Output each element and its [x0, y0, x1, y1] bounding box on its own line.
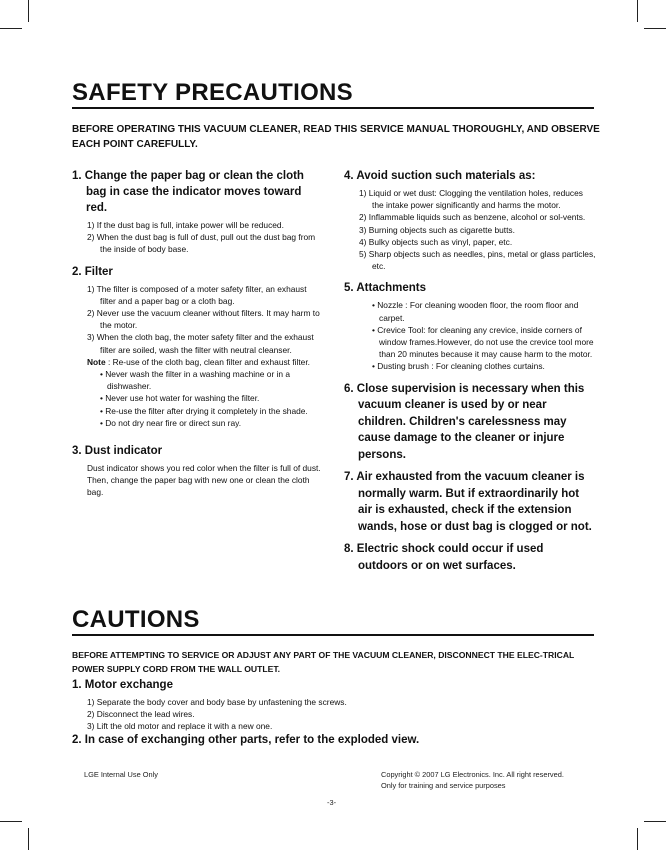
list-item: 1) Separate the body cover and body base by unfastening the screws. [87, 697, 347, 707]
list-item: • Dusting brush : For cleaning clothes curtains. [372, 361, 545, 372]
footer-training: Only for training and service purposes [381, 781, 506, 790]
list-item: 2) Disconnect the lead wires. [87, 709, 195, 720]
note-label: Note [87, 356, 106, 367]
section-motor-exchange [72, 677, 602, 733]
bullet-list [72, 368, 324, 429]
paragraph: Dust indicator shows you red color when the filter is full of dust. [87, 463, 321, 474]
section-dust-indicator [72, 443, 324, 499]
section-avoid-suction [344, 168, 596, 272]
crop-mark [644, 28, 666, 29]
safety-title: SAFETY PRECAUTIONS [72, 79, 353, 106]
page-number: -3- [327, 798, 337, 807]
section-title: 1. Change the paper bag or clean the cloth bag in case the indicator moves toward red. [72, 170, 304, 214]
item-list [72, 219, 324, 256]
left-column [72, 168, 324, 507]
list-item: 2) Inflammable liquids such as benzene, alcohol or sol-vents. [359, 212, 586, 223]
section-supervision: 6. Close supervision is necessary when this vacuum cleaner is used by or near children. Children's carelessness may cause damage to the cleaner or injure persons. [344, 382, 585, 461]
section-attachments [344, 280, 596, 372]
section-title: 1. Motor exchange [72, 679, 173, 691]
safety-intro: BEFORE OPERATING THIS VACUUM CLEANER, READ THIS SERVICE MANUAL THOROUGHLY, AND OBSERVE EACH POINT CAREFULLY. [72, 124, 600, 150]
list-item: • Nozzle : For cleaning wooden floor, the room floor and carpet. [372, 300, 579, 323]
list-item: 4) Bulky objects such as vinyl, paper, etc. [359, 236, 513, 247]
list-item: 3) Lift the old motor and replace it with a new one. [87, 721, 273, 732]
list-item: 2) When the dust bag is full of dust, pull out the dust bag from the inside of body base. [87, 232, 316, 255]
crop-mark [0, 28, 22, 29]
right-column [344, 168, 596, 580]
footer-copyright: Copyright © 2007 LG Electronics. Inc. All right reserved. [381, 770, 564, 779]
list-item: • Re-use the filter after drying it completely in the shade. [100, 405, 308, 416]
crop-mark [28, 828, 29, 850]
section-title: 3. Dust indicator [72, 445, 163, 458]
section-exploded-view: 2. In case of exchanging other parts, refer to the exploded view. [72, 734, 420, 746]
list-item: 1) Liquid or wet dust: Clogging the ventilation holes, reduces the intake power significantly and harms the motor. [359, 188, 583, 211]
bullet-list [344, 299, 596, 372]
crop-mark [0, 821, 22, 822]
note-text: : Re-use of the cloth bag, clean filter and exhaust filter. [105, 356, 310, 367]
list-item: 5) Sharp objects such as needles, pins, metal or glass particles, etc. [359, 249, 596, 272]
list-item: • Do not dry near fire or direct sun ray. [100, 417, 242, 428]
cautions-intro: BEFORE ATTEMPTING TO SERVICE OR ADJUST ANY PART OF THE VACUUM CLEANER, DISCONNECT THE ELEC-TRICAL POWER SUPPLY CORD FROM THE WALL OUTLET. [72, 650, 575, 674]
section-filter [72, 264, 324, 429]
section-title: 2. Filter [72, 265, 113, 278]
section-title: 4. Avoid suction such materials as: [344, 170, 536, 182]
list-item: 1) The filter is composed of a moter safety filter, an exhaust filter and a paper bag or a cloth bag. [87, 283, 307, 306]
list-item: • Never wash the filter in a washing machine or in a dishwasher. [100, 369, 291, 392]
item-list [72, 283, 324, 356]
title-divider [72, 107, 594, 109]
section-electric-shock: 8. Electric shock could occur if used outdoors or on wet surfaces. [344, 543, 544, 572]
list-item: • Crevice Tool: for cleaning any crevice, inside corners of window frames.However, do not use the crevice tool more than 20 minutes because it may cause harm to the motor. [372, 324, 594, 360]
item-list [344, 187, 596, 272]
note [72, 356, 324, 368]
paragraph: Then, change the paper bag with new one or clean the cloth bag. [87, 475, 310, 498]
footer-internal-use: LGE Internal Use Only [84, 770, 158, 779]
crop-mark [644, 821, 666, 822]
crop-mark [28, 0, 29, 22]
cautions-title: CAUTIONS [72, 606, 200, 633]
list-item: 3) Burning objects such as cigarette butts. [359, 224, 515, 235]
crop-mark [637, 0, 638, 22]
item-list [72, 696, 602, 733]
list-item: 1) If the dust bag is full, intake power will be reduced. [87, 220, 284, 230]
list-item: 3) When the cloth bag, the moter safety filter and the exhaust filter are soiled, wash the filter with neutral cleanser. [87, 332, 314, 355]
list-item: • Never use hot water for washing the filter. [100, 393, 260, 404]
section-hot-air: 7. Air exhausted from the vacuum cleaner is normally warm. But if extraordinarily hot air is exhausted, check if the extension wands, hose or dust bag is clogged or not. [344, 471, 592, 533]
crop-mark [637, 828, 638, 850]
title-divider [72, 634, 594, 636]
list-item: 2) Never use the vacuum cleaner without filters. It may harm to the motor. [87, 308, 320, 331]
section-title: 5. Attachments [344, 282, 427, 295]
section-change-bag [72, 168, 324, 256]
